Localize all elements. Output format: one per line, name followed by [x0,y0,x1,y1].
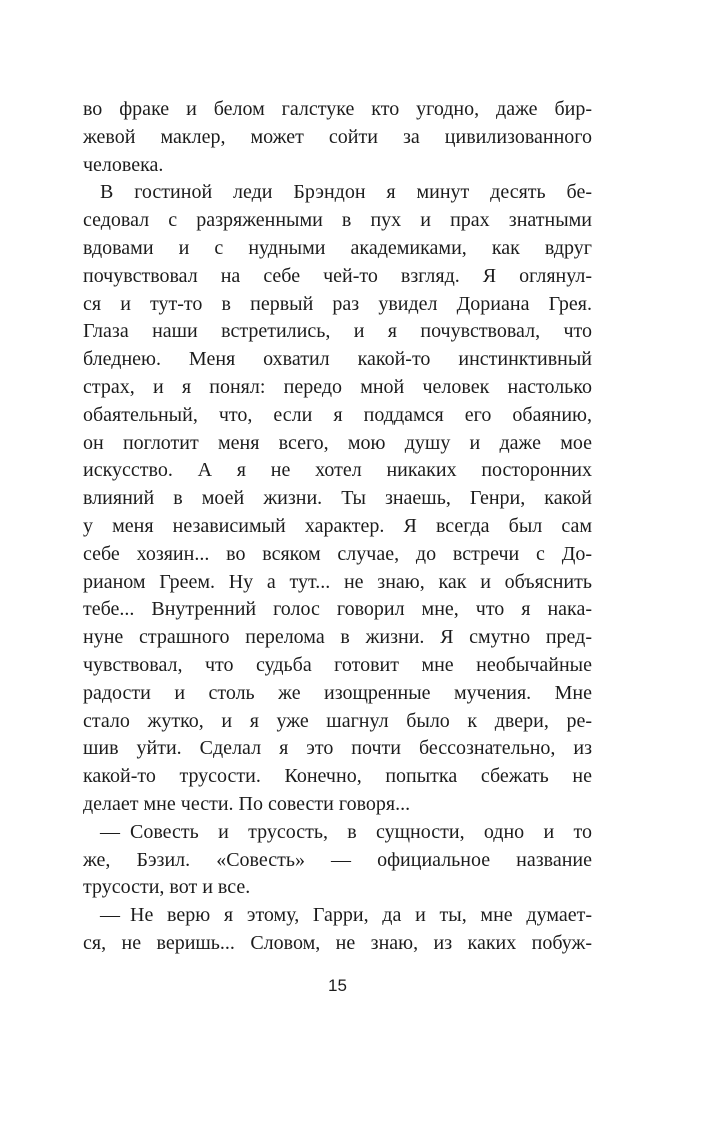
text-line: у меня независимый характер. Я всегда был сам [83,514,592,537]
text-line: В гостиной леди Брэндон я минут десять бе- [100,181,592,204]
text-line: человека. [83,153,164,176]
text-line: он поглотит меня всего, мою душу и даже мое [83,431,592,454]
page-text [83,96,592,958]
text-line: жевой маклер, может сойти за цивилизованного [83,125,592,148]
text-line: страх, и я понял: передо мной человек настолько [83,375,592,398]
text-line: какой-то трусости. Конечно, попытка сбежать не [83,765,592,788]
text-line: седовал с разряженными в пух и прах знатными [83,209,592,232]
text-line: бледнею. Меня охватил какой-то инстинктивный [83,348,592,371]
text-line: ся и тут-то в первый раз увидел Дориана Грея. [83,292,592,315]
text-line: трусости, вот и все. [83,876,251,899]
page-number: 15 [328,976,347,995]
text-line: нуне страшного перелома в жизни. Я смутно пред- [83,626,592,649]
text-line: влияний в моей жизни. Ты знаешь, Генри, какой [83,487,592,510]
text-line: рианом Греем. Ну а тут... не знаю, как и объяснить [83,570,592,593]
text-line: тебе... Внутренний голос говорил мне, что я нака- [83,598,592,621]
text-line: ся, не веришь... Словом, не знаю, из каких побуж- [83,931,592,954]
text-line: чувствовал, что судьба готовит мне необычайные [83,653,592,676]
text-line: — Совесть и трусость, в сущности, одно и то [100,820,592,843]
text-line: почувствовал на себе чей-то взгляд. Я оглянул- [83,264,592,287]
text-line: стало жутко, и я уже шагнул было к двери, ре- [83,709,592,732]
text-line: во фраке и белом галстуке кто угодно, даже бир- [83,98,592,120]
text-line: вдовами и с нудными академиками, как вдруг [83,236,592,259]
text-line: Глаза наши встретились, и я почувствовал, что [83,320,592,343]
text-line: — Не верю я этому, Гарри, да и ты, мне думает- [100,904,592,927]
text-line: искусство. А я не хотел никаких посторонних [83,459,592,482]
text-line: шив уйти. Сделал я это почти бессознательно, из [83,737,592,760]
text-line: делает мне чести. По совести говоря... [83,792,411,815]
text-line: обаятельный, что, если я поддамся его обаянию, [83,403,592,426]
text-line: радости и столь же изощренные мучения. Мне [83,681,592,704]
text-line: же, Бэзил. «Совесть» — официальное название [83,848,592,871]
text-line: себе хозяин... во всяком случае, до встречи с До- [83,542,592,565]
